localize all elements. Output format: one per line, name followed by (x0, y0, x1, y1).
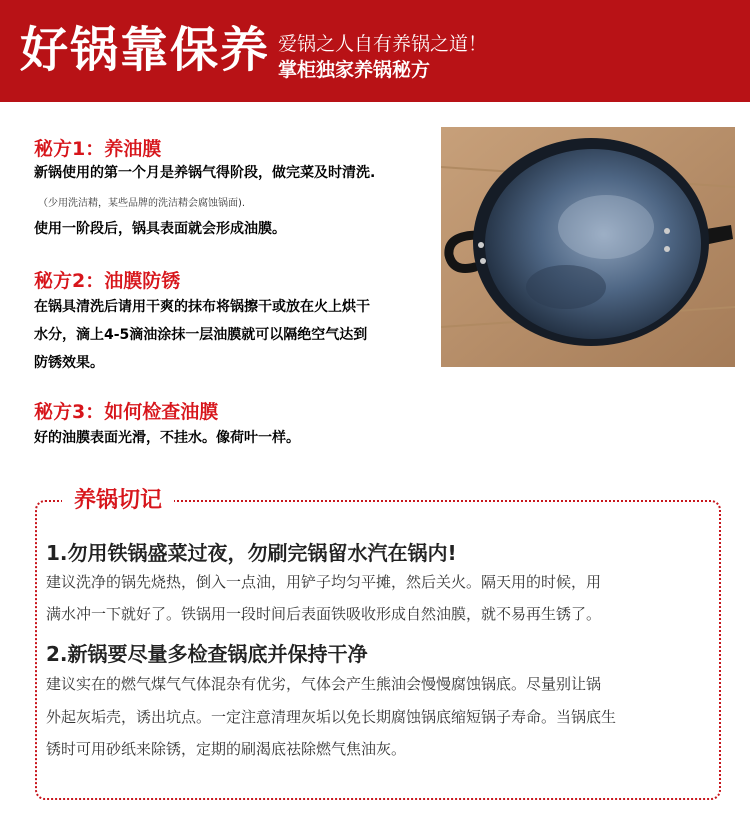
tip-2-line: 水分，滴上4-5滴油涂抹一层油膜就可以隔绝空气达到 (34, 327, 368, 343)
note-1-line: 建议洗净的锅先烧热，倒入一点油，用铲子均匀平摊，然后关火。隔天用的时候，用 (46, 573, 602, 591)
note-1-heading: 1.勿用铁锅盛菜过夜，勿刷完锅留水汽在锅内! (46, 541, 457, 565)
tip-1-extra: 使用一阶段后，锅具表面就会形成油膜。 (34, 221, 286, 237)
banner-subtitle: 爱锅之人自有养锅之道！ (278, 33, 488, 55)
note-2-heading: 2.新锅要尽量多检查锅底并保持干净 (46, 642, 368, 666)
note-2-line: 锈时可用砂纸来除锈，定期的刷渴底祛除燃气焦油灰。 (46, 740, 407, 758)
note-2-line: 外起灰垢壳，诱出坑点。一定注意清理灰垢以免长期腐蚀锅底缩短锅子寿命。当锅底生 (46, 708, 617, 726)
tip-1-note: （少用洗洁精，某些品牌的洗洁精会腐蚀锅面). (38, 198, 246, 209)
tip-2-line: 防锈效果。 (34, 355, 104, 371)
note-1-line: 满水冲一下就好了。铁锅用一段时间后表面铁吸收形成自然油膜，就不易再生锈了。 (46, 605, 602, 623)
tip-3-line: 好的油膜表面光滑，不挂水。像荷叶一样。 (34, 430, 300, 446)
tip-1-line: 新锅使用的第一个月是养锅气得阶段，做完菜及时清洗. (34, 165, 376, 181)
tip-2-line: 在锅具清洗后请用干爽的抹布将锅擦干或放在火上烘干 (34, 299, 370, 315)
wok-photo (441, 127, 735, 367)
tip-3-title: 秘方3：如何检查油膜 (34, 401, 219, 423)
tip-1-title: 秘方1：养油膜 (34, 138, 162, 160)
tip-2-title: 秘方2：油膜防锈 (34, 270, 181, 292)
banner-title: 好锅靠保养 (20, 22, 271, 78)
banner-subtitle-bold: 掌柜独家养锅秘方 (278, 59, 431, 81)
note-2-line: 建议实在的燃气煤气气体混杂有优劣，气体会产生熊油会慢慢腐蚀锅底。尽量别让锅 (46, 675, 602, 693)
notes-title: 养锅切记 (74, 488, 163, 513)
header-banner (0, 0, 750, 102)
notes-title-wrap (62, 483, 174, 514)
